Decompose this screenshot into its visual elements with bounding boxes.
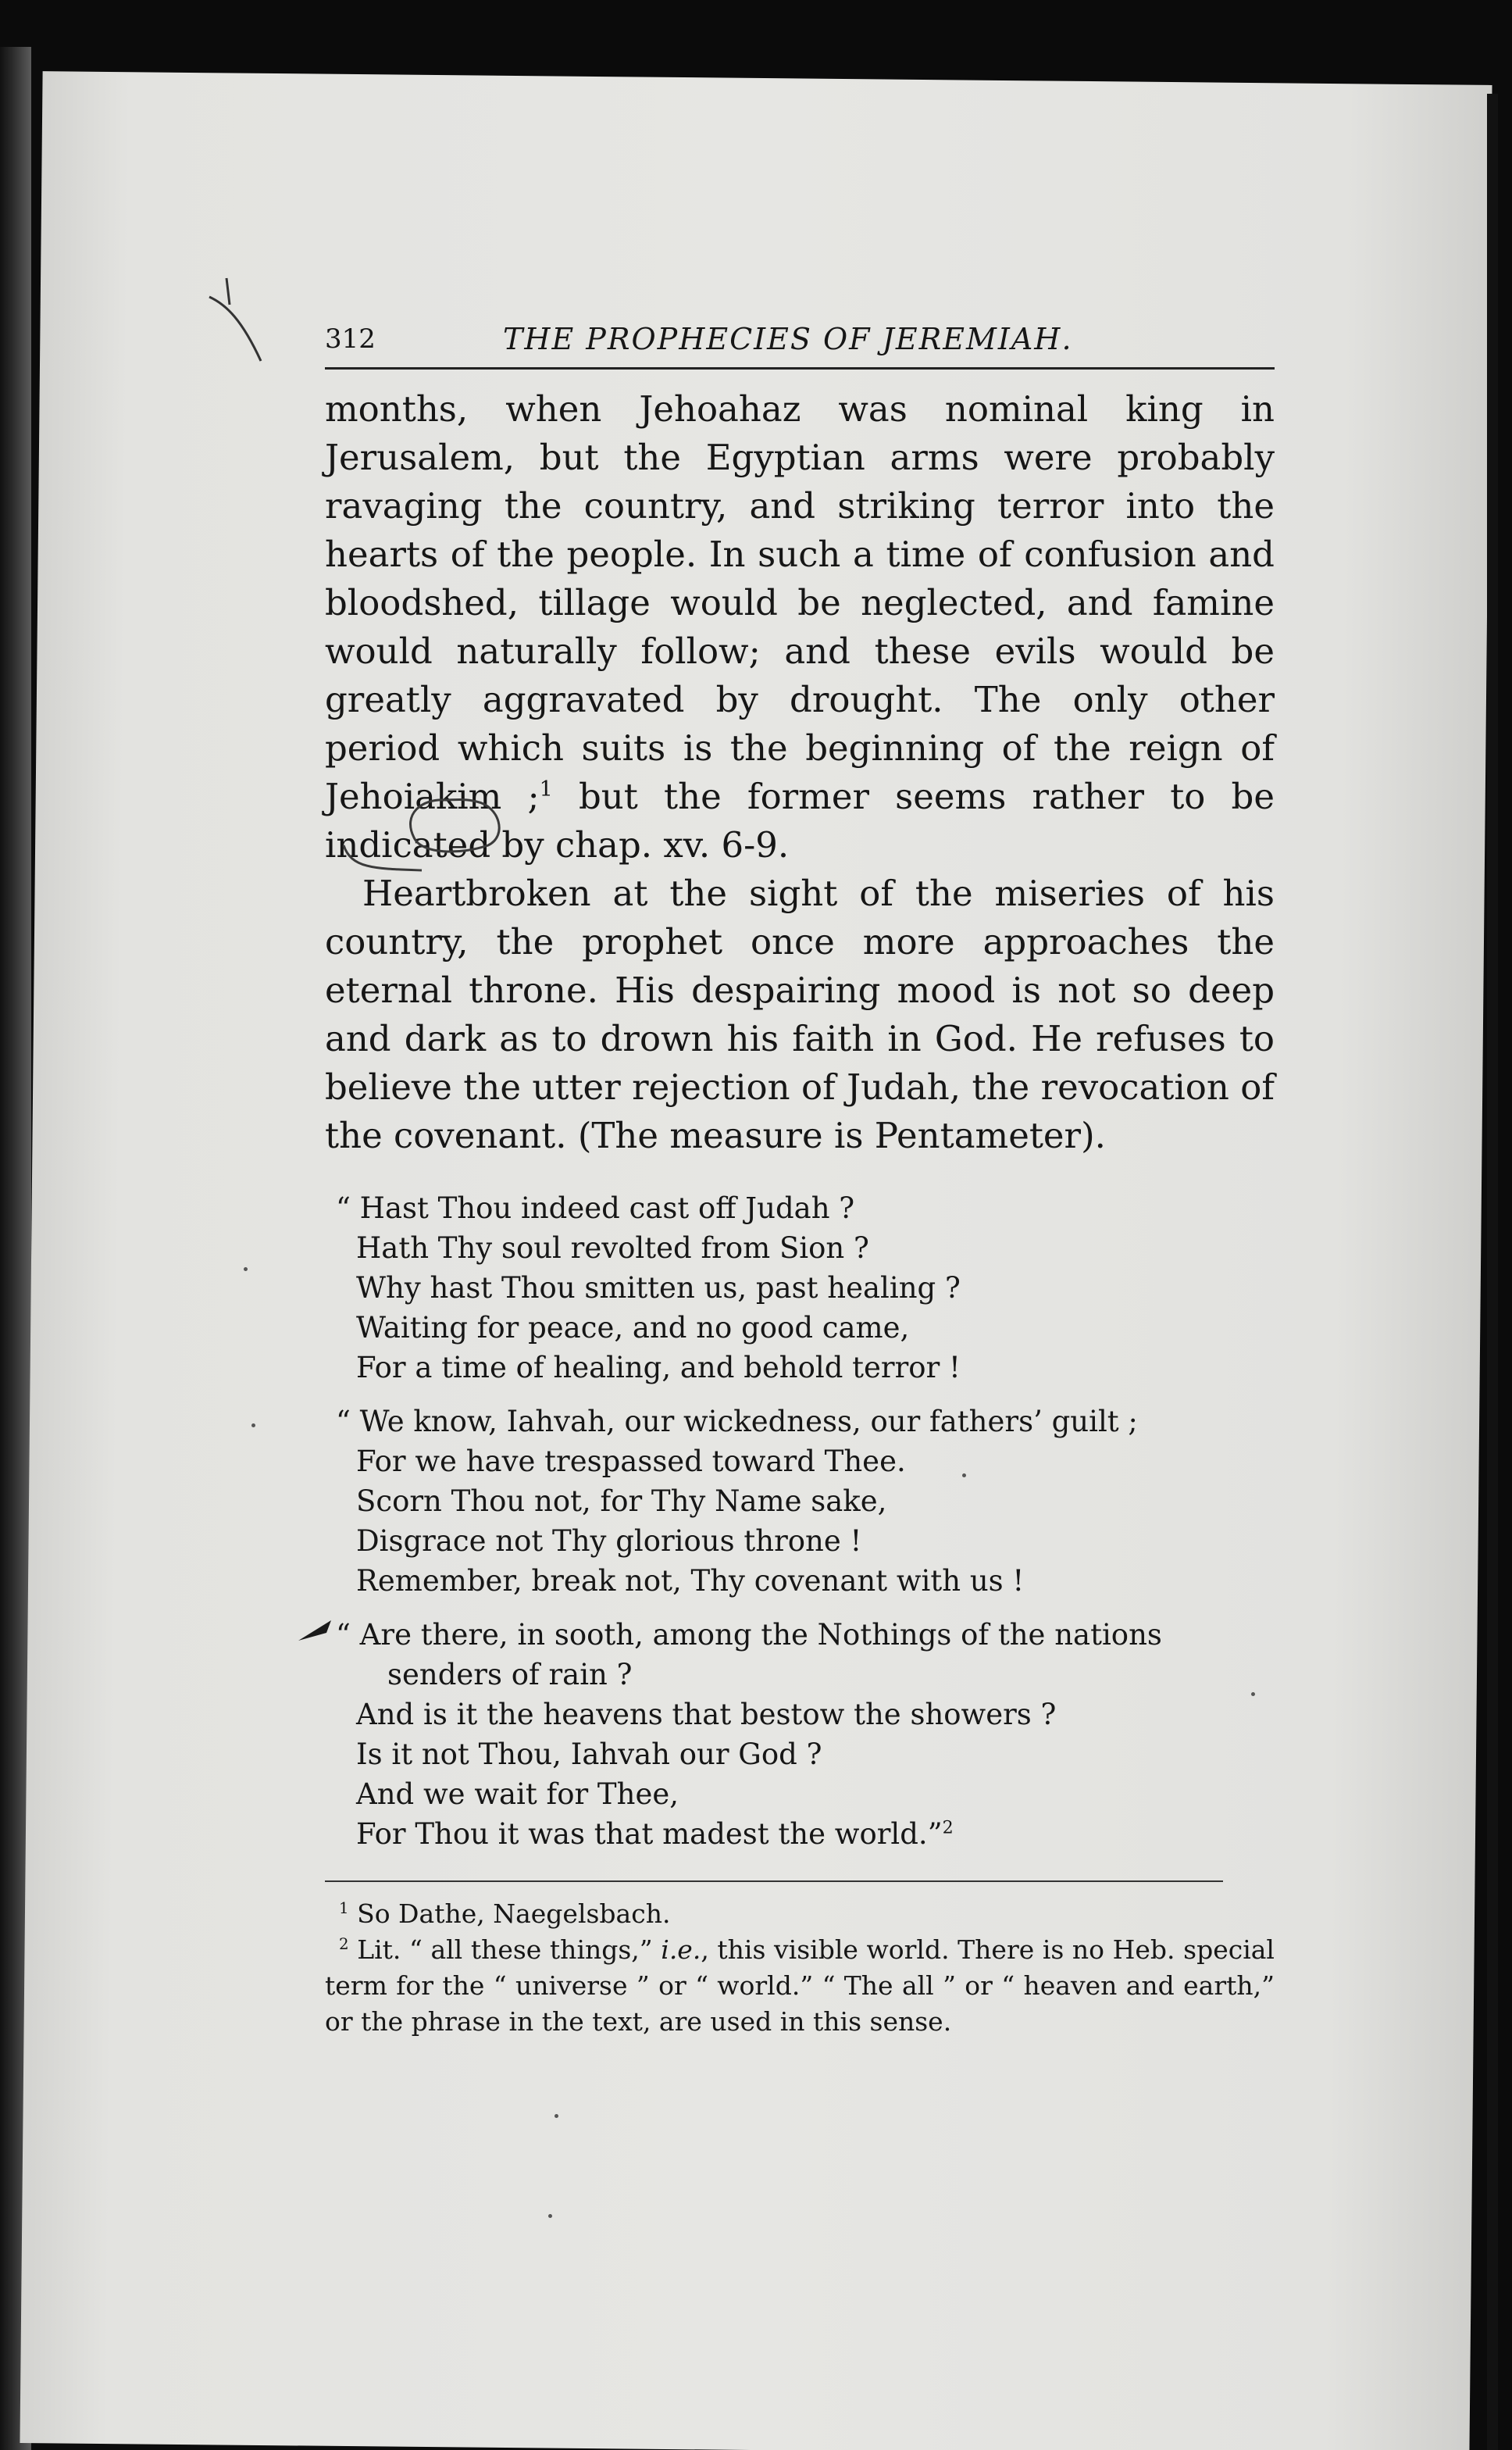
footnote-2-marker: 2 bbox=[339, 1935, 349, 1953]
footnote-2-text-a: Lit. “ all these things,” bbox=[357, 1934, 662, 1965]
footnote-2-ie: i.e. bbox=[661, 1934, 701, 1965]
footnote-ref-2: 2 bbox=[942, 1817, 954, 1838]
poem-line: And is it the heavens that bestow the showers ? bbox=[356, 1698, 1057, 1731]
poem-line bbox=[356, 1814, 1275, 1854]
footnote-2-text-b: , this visible world. There is no Heb. special term for the “ universe ” or “ world.” “ The all ” or “ heaven and earth,” or the phrase in the text, are used in this sense. bbox=[325, 1934, 1275, 2037]
poem-line: Disgrace not Thy glorious throne ! bbox=[356, 1524, 862, 1558]
poem-line: “ We know, Iahvah, our wickedness, our fathers’ guilt ; bbox=[336, 1405, 1138, 1438]
page-title: THE PROPHECIES OF JEREMIAH. bbox=[503, 322, 1073, 356]
poem-line: “ Hast Thou indeed cast off Judah ? bbox=[336, 1191, 855, 1225]
poem-line: Hath Thy soul revolted from Sion ? bbox=[356, 1231, 869, 1265]
footnote-1-text: So Dathe, Naegelsbach. bbox=[357, 1898, 671, 1929]
speck bbox=[548, 2214, 552, 2218]
paragraph-1 bbox=[325, 385, 1275, 870]
poem-line: And we wait for Thee, bbox=[356, 1777, 679, 1811]
poem-line: “ Are there, in sooth, among the Nothings of the nations senders of rain ? bbox=[336, 1618, 1162, 1691]
speck bbox=[251, 1423, 255, 1427]
poem-line: Waiting for peace, and no good came, bbox=[356, 1311, 910, 1345]
poem-line: Scorn Thou not, for Thy Name sake, bbox=[356, 1484, 887, 1518]
poem-line-text: For Thou it was that madest the world.” bbox=[356, 1817, 943, 1851]
footnote-1-marker: 1 bbox=[339, 1899, 349, 1917]
poem-line: For a time of healing, and behold terror ! bbox=[356, 1351, 961, 1384]
speck bbox=[244, 1267, 248, 1271]
pencil-mark-icon bbox=[195, 273, 281, 367]
poem-line: Remember, break not, Thy covenant with us ! bbox=[356, 1564, 1025, 1598]
body-text bbox=[325, 385, 1275, 1160]
footnote-1 bbox=[325, 1896, 1275, 1932]
poem bbox=[325, 1188, 1275, 1854]
footnotes bbox=[325, 1896, 1275, 2040]
page-content bbox=[325, 312, 1275, 2040]
speck bbox=[555, 2114, 558, 2118]
poem-line: Why hast Thou smitten us, past healing ? bbox=[356, 1271, 961, 1305]
speck bbox=[1251, 1692, 1255, 1696]
pointing-hand-mark-icon bbox=[295, 1614, 342, 1645]
page-edge-shadow bbox=[1487, 94, 1498, 2450]
poem-line: For we have trespassed toward Thee. bbox=[356, 1445, 906, 1478]
speck bbox=[962, 1473, 966, 1477]
running-head bbox=[325, 312, 1275, 370]
poem-line: Is it not Thou, Iahvah our God ? bbox=[356, 1738, 822, 1771]
paragraph-2: Heartbroken at the sight of the miseries of his country, the prophet once more approaches the eternal throne. His despairing mood is not so deep and dark as to drown his faith in God. He refuses to believe the utter rejection of Judah, the revocation of the covenant. (The measure is Pentameter). bbox=[325, 873, 1275, 1156]
page-number: 312 bbox=[325, 323, 376, 355]
paragraph-1-end: but the former seems rather to be indicated by chap. xv. 6-9. bbox=[325, 776, 1275, 866]
stanza-1 bbox=[336, 1188, 1275, 1388]
stanza-2 bbox=[336, 1402, 1275, 1601]
paragraph-1-text: months, when Jehoahaz was nominal king in Jerusalem, but the Egyptian arms were probably ravaging the country, and striking terror into the hearts of the people. In such a time of confusion and bloodshed, tillage would be neglected, and famine would naturally follow; and these evils would be greatly aggravated by drought. The only other period which suits is the beginning of the reign of Jehoiakim ; bbox=[325, 388, 1275, 817]
footnote-ref-1: 1 bbox=[539, 777, 553, 802]
stanza-3 bbox=[336, 1615, 1275, 1854]
footnote-rule bbox=[325, 1880, 1223, 1882]
footnote-2 bbox=[325, 1932, 1275, 2040]
